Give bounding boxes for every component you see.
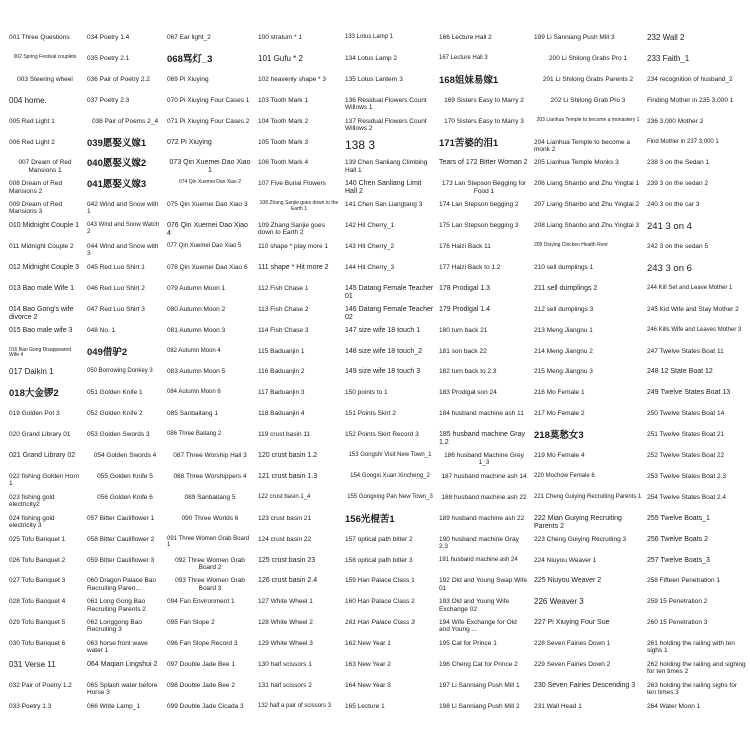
file-label[interactable]: 047 Red Luo Shirt 3 <box>87 305 145 313</box>
file-label[interactable]: 240 3 on the car 3 <box>647 201 700 209</box>
file-label[interactable]: 098 Double Jade Bee 2 <box>167 681 235 689</box>
file-label[interactable]: 161 Han Palace Class 3 <box>345 619 415 627</box>
file-label[interactable]: 136 Residual Flowers Count Willows 1 <box>345 96 427 111</box>
file-label[interactable]: 263 holding the railing sighs for ten times 3 <box>647 681 737 697</box>
file-label[interactable]: 215 Meng Jiangnu 3 <box>534 368 593 376</box>
file-label[interactable]: 165 Lecture 1 <box>345 702 385 710</box>
file-label[interactable]: 050 Borrowing Donkey 3 <box>87 368 153 375</box>
file-label[interactable]: 028 Tofu Banquet 4 <box>9 598 66 606</box>
file-label[interactable]: 154 Gongxi Xuan Xincheng_2 <box>350 472 430 479</box>
file-label[interactable]: 108 Zhang Sanjie goes down to the Earth 1 <box>259 200 339 212</box>
file-label[interactable]: 138 3 <box>345 137 376 152</box>
file-label[interactable]: 124 crust basin 22 <box>258 535 312 543</box>
file-label[interactable]: 117 Baduanjin 3 <box>258 389 305 397</box>
file-label[interactable]: 226 Weaver 3 <box>534 597 584 607</box>
file-label[interactable]: 015 Bao male wife 3 <box>9 326 73 334</box>
file-label[interactable]: 199 Li Sanniang Push Mill 3 <box>534 34 615 41</box>
file-label[interactable]: 185 husband machine Gray 1.2 <box>439 431 525 446</box>
file-label[interactable]: 249 Twelve States Boat 13 <box>647 389 731 397</box>
file-label[interactable]: 181 son back 22 <box>439 347 487 355</box>
file-label[interactable]: 065 Splash water before Horse 3 <box>87 681 158 697</box>
file-label[interactable]: 158 optical path bitter 3 <box>345 556 413 564</box>
file-label[interactable]: 134 Lotus Lamp 2 <box>345 54 398 62</box>
file-label[interactable]: 255 Twelve Boats_1 <box>647 514 710 522</box>
file-label[interactable]: 020 Grand Library 01 <box>9 431 71 439</box>
file-label[interactable]: 157 optical path bitter 2 <box>345 535 413 543</box>
file-column <box>258 0 340 750</box>
file-label[interactable]: 219 Mo Female 4 <box>534 452 585 459</box>
file-label[interactable]: 127 White Wheel 1 <box>258 598 313 606</box>
file-label[interactable]: 251 Twelve States Boat 21 <box>647 431 725 439</box>
file-label[interactable]: 067 Ear light_2 <box>167 34 211 41</box>
file-label[interactable]: 155 Gongxing Pan New Town_3 <box>347 493 433 500</box>
file-label[interactable]: 062 Longgong Bao Recruiting 3 <box>87 619 142 634</box>
file-label[interactable]: 033 Poetry 1.3 <box>9 702 52 710</box>
file-label[interactable]: 241 3 on 4 <box>647 221 692 233</box>
file-label[interactable]: 006 Red Light 2 <box>9 138 55 146</box>
file-label[interactable]: 144 Hit Cherry_3 <box>345 263 395 271</box>
file-label[interactable]: 018大金锣2 <box>9 388 59 400</box>
file-label[interactable]: 139 Chen Sanliang Climbing Hall 1 <box>345 159 428 174</box>
file-label[interactable]: 260 15 Penetration 3 <box>647 619 708 627</box>
file-label[interactable]: 252 Twelve States Boat 22 <box>647 452 725 459</box>
file-label[interactable]: 040愿娶义嫁2 <box>87 158 147 170</box>
file-label[interactable]: 212 sell dumplings 3 <box>534 305 594 313</box>
file-label[interactable]: 258 Fifteen Penetration 1 <box>647 577 720 585</box>
file-label[interactable]: 103 Tooth Mark 1 <box>258 96 309 104</box>
file-label[interactable]: 203 Lianhua Temple to become a monastery 1 <box>536 116 640 123</box>
file-label[interactable]: 160 Han Palace Class 2 <box>345 598 415 606</box>
file-label[interactable]: 188 husband machine ash 22 <box>441 493 527 501</box>
file-label[interactable]: 010 Midnight Couple 1 <box>9 222 80 230</box>
file-label[interactable]: 253 Twelve States Boat 2.3 <box>647 472 727 480</box>
file-label[interactable]: 080 Autumn Moon 2 <box>167 305 226 313</box>
file-label[interactable]: 222 Mian Guiying Recruiting Parents 2 <box>534 514 622 530</box>
file-label[interactable]: 211 sell dumplings 2 <box>534 284 598 292</box>
file-label[interactable]: 148 size wife 18 touch_2 <box>345 347 423 355</box>
file-label[interactable]: 145 Datang Female Teacher 01 <box>345 284 434 300</box>
file-label[interactable]: 013 Bao male Wife 1 <box>9 284 74 292</box>
file-label[interactable]: 196 Cheng Cat for Prince 2 <box>439 661 518 668</box>
file-label[interactable]: 183 Prodigal son 24 <box>439 389 497 397</box>
file-label[interactable]: 059 Bitter Cauliflower 3 <box>87 556 155 564</box>
file-label[interactable]: 163 New Year 2 <box>345 661 391 668</box>
file-label[interactable]: 022 fishing Golden Horn 1 <box>9 472 80 488</box>
file-label[interactable]: 087 Three Worship Hall 3 <box>173 452 247 459</box>
file-label[interactable]: 035 Poetry 2.1 <box>87 54 130 62</box>
file-label[interactable]: 105 Tooth Mark 3 <box>258 138 309 146</box>
file-label[interactable]: 008 Dream of Red Mansions 2 <box>9 180 63 195</box>
file-label[interactable]: 190 husband machine Gray 2.3 <box>439 535 519 550</box>
file-label[interactable]: 153 Gongshi Visit New Town_1 <box>348 452 432 458</box>
file-label[interactable]: 075 Qin Xuemei Dao Xiao 3 <box>167 201 248 209</box>
file-label[interactable]: 149 size wife 18 touch 3 <box>345 368 421 376</box>
file-label[interactable]: 029 Tofu Banquet 5 <box>9 619 66 627</box>
file-label[interactable]: 209 Diuying Chicken Health Rent <box>534 242 608 248</box>
file-label[interactable]: 095 Fan Slope 2 <box>167 619 215 627</box>
file-label[interactable]: 242 3 on the sedan 5 <box>647 243 709 250</box>
file-label[interactable]: 210 sell dumplings 1 <box>534 263 594 271</box>
file-label[interactable]: 072 Pi Xiuying <box>167 138 212 146</box>
file-label[interactable]: 239 3 on the sedan 2 <box>647 180 709 188</box>
file-column <box>647 0 747 750</box>
file-label[interactable]: Find Mother in 237 3,000 1 <box>647 138 719 145</box>
file-label[interactable]: 081 Autumn Moon 3 <box>167 326 226 334</box>
file-label[interactable]: 064 Maqian Lingshui 2 <box>87 661 158 668</box>
file-label[interactable]: 034 Poetry 1.4 <box>87 34 130 41</box>
file-label[interactable]: 119 crust basin 11 <box>258 431 311 439</box>
file-label[interactable]: 166 Lecture Hall 2 <box>439 34 492 41</box>
file-column <box>167 0 253 750</box>
file-label[interactable]: 207 Liang Shanbo and Zhu Yingtai 2 <box>534 201 640 209</box>
file-label[interactable]: 120 crust basin 1.2 <box>258 452 318 459</box>
file-label[interactable]: 048 No. 1 <box>87 326 116 334</box>
file-label[interactable]: 186 husband Machine Grey 1_3 <box>444 452 524 467</box>
file-label[interactable]: 176 Haizi Back 11 <box>439 243 491 250</box>
file-label[interactable]: 228 Seven Fairies Down 1 <box>534 640 611 648</box>
file-label[interactable]: 091 Three Women Grab Board 1 <box>167 535 250 549</box>
file-label[interactable]: 173 Lan Stepson Begging for Food 1 <box>441 180 527 195</box>
file-label[interactable]: 063 horse front wave water 1 <box>87 640 148 655</box>
file-label[interactable]: 102 heavenly shape * 3 <box>258 75 326 83</box>
file-label[interactable]: 221 Cheng Guiying Recruiting Parents 1 <box>534 493 642 500</box>
file-label[interactable]: 191 husband machine ash 24 <box>439 556 518 563</box>
file-label[interactable]: 179 Prodigal 1.4 <box>439 305 490 313</box>
file-label[interactable]: 031 Verse 11 <box>9 660 56 669</box>
file-label[interactable]: 216 Mo Female 1 <box>534 389 585 397</box>
file-label[interactable]: 223 Cheng Guiying Recruiting 3 <box>534 535 627 543</box>
file-label[interactable]: 141 Chen San Liangtang 3 <box>345 201 423 209</box>
file-label[interactable]: 128 White Wheel 2 <box>258 619 313 627</box>
file-label[interactable]: 096 Fan Slope Record 3 <box>167 640 238 648</box>
file-label[interactable]: 084 Autumn Moon 6 <box>167 389 221 396</box>
file-label[interactable]: 111 shape * Hit more 2 <box>258 263 329 271</box>
file-label[interactable]: 025 Tofu Banquet 1 <box>9 535 66 543</box>
file-label[interactable]: 164 New Year 3 <box>345 681 391 689</box>
file-label[interactable]: 174 Lan Stepson begging 2 <box>439 201 519 209</box>
file-label[interactable]: 036 Pair of Poetry 2.2 <box>87 75 150 83</box>
file-label[interactable]: 201 Li Shilong Grabs Parents 2 <box>542 75 634 83</box>
file-label[interactable]: 245 Kid Wife and Stay Mother 2 <box>647 305 739 313</box>
file-label[interactable]: 131 half scissors 2 <box>258 681 312 689</box>
file-label[interactable]: 054 Golden Swords 4 <box>93 452 157 459</box>
file-label[interactable]: 079 Autumn Moon 1 <box>167 284 226 292</box>
file-label[interactable]: 236 3,000 Mother 2 <box>647 117 704 125</box>
file-label[interactable]: 170 Sisters Easy to Marry 3 <box>444 117 524 125</box>
file-label[interactable]: 248 12 State Boat 12 <box>647 368 713 376</box>
file-label[interactable]: 206 Liang Shanbo and Zhu Yingtai 1 <box>534 180 640 188</box>
file-label[interactable]: 147 size wife 18 touch 1 <box>345 326 421 334</box>
file-label[interactable]: 125 crust basin 23 <box>258 556 316 564</box>
file-column <box>9 0 81 750</box>
file-label[interactable]: 009 Dream of Red Mansions 3 <box>9 201 63 216</box>
file-label[interactable]: 021 Grand Library 02 <box>9 452 76 459</box>
file-label[interactable]: 198 Li Sanniang Push Mill 2 <box>439 702 520 710</box>
file-label[interactable]: 231 Wall Head 1 <box>534 702 582 710</box>
file-label[interactable]: 232 Wall 2 <box>647 33 685 42</box>
file-label[interactable]: 205 Lianhua Temple Monks 3 <box>534 159 619 167</box>
file-label[interactable]: 184 husband machine ash 11 <box>439 410 524 418</box>
file-label[interactable]: 118 Baduanjin 4 <box>258 410 305 418</box>
file-label[interactable]: 133 Lotus Lamp 1 <box>345 34 394 40</box>
file-label[interactable]: 126 crust basin 2.4 <box>258 577 318 585</box>
file-label[interactable]: 097 Double Jade Bee 1 <box>167 661 235 668</box>
file-label[interactable]: 068骂灯_3 <box>167 53 213 65</box>
file-label[interactable]: 259 15 Penetration 2 <box>647 598 708 606</box>
file-label[interactable]: 115 Baduanjin 1 <box>258 347 305 355</box>
file-label[interactable]: 001 Three Questions <box>9 34 70 41</box>
file-label[interactable]: 058 Bitter Cauliflower 2 <box>87 535 155 543</box>
file-label[interactable]: 151 Points Skirt 2 <box>345 410 396 418</box>
file-label[interactable]: 220 Mochow Female 6 <box>534 472 595 479</box>
file-label[interactable]: 150 points to 1 <box>345 389 388 397</box>
file-label[interactable]: 007 Dream of Red Mansions 1 <box>18 159 72 174</box>
file-label[interactable]: 214 Meng Jiangnu 2 <box>534 347 593 355</box>
file-label[interactable]: 099 Double Jade Cicada 3 <box>167 702 244 710</box>
file-label[interactable]: Finding Mother in 235 3,000 1 <box>647 96 734 104</box>
file-label[interactable]: 005 Red Light 1 <box>9 117 55 125</box>
file-label[interactable]: 012 Midnight Couple 3 <box>9 263 80 271</box>
file-label[interactable]: 069 Pi Xiuying <box>167 75 209 83</box>
file-label[interactable]: 061 Long Gong Bao Recruiting Parents 2 <box>87 598 146 613</box>
file-label[interactable]: 143 Hit Cherry_2 <box>345 243 395 250</box>
file-label[interactable]: 169 Sisters Easy to Marry 2 <box>444 96 524 104</box>
file-column <box>345 0 435 750</box>
file-label[interactable]: 142 Hit Cherry_1 <box>345 222 395 230</box>
file-label[interactable]: 026 Tofu Banquet 2 <box>9 556 66 564</box>
file-label[interactable]: 195 Cat for Prince 1 <box>439 640 497 648</box>
file-label[interactable]: 152 Points Skirt Record 3 <box>345 431 419 439</box>
file-label[interactable]: 107 Five Burial Flowers <box>258 180 326 188</box>
file-label[interactable]: 261 holding the railing with ten sighs 1 <box>647 640 735 655</box>
file-label[interactable]: 052 Golden Knife 2 <box>87 410 143 418</box>
file-label[interactable]: 017 Daikin 1 <box>9 367 54 377</box>
file-label[interactable]: 178 Prodigal 1.3 <box>439 284 490 292</box>
file-label[interactable]: 085 Sanbaitang 1 <box>167 410 218 418</box>
file-label[interactable]: 094 Fan Environment 1 <box>167 598 235 606</box>
file-label[interactable]: 227 Pi Xiuying Four Sue <box>534 619 610 627</box>
file-label[interactable]: 254 Twelve States Boat 2.4 <box>647 493 727 501</box>
file-label[interactable]: Tears of 172 Bitter Woman 2 <box>439 159 528 167</box>
file-label[interactable]: 213 Meng Jiangnu 1 <box>534 326 593 334</box>
file-label[interactable]: 200 Li Shilong Grabs Pro 1 <box>548 54 628 62</box>
file-label[interactable]: 037 Poetry 2.3 <box>87 96 130 104</box>
file-label[interactable]: 112 Fish Chase 1 <box>258 284 309 292</box>
file-label[interactable]: 233 Faith_1 <box>647 53 690 63</box>
file-label[interactable]: 023 fishing gold electricity2 <box>9 493 55 509</box>
file-label[interactable]: 024 fishing gold electricity 3 <box>9 514 55 529</box>
file-label[interactable]: 046 Red Luo Shirt 2 <box>87 284 145 292</box>
file-label[interactable]: 086 Three Baitang 2 <box>167 431 222 438</box>
file-label[interactable]: 189 husband machine ash 22 <box>439 514 525 522</box>
file-label[interactable]: 078 Qin Xuemei Dao Xiao 6 <box>167 263 248 271</box>
file-label[interactable]: 162 New Year 1 <box>345 640 391 648</box>
file-label[interactable]: 074 Qin Xuemei Dao Xiao 2 <box>179 179 241 186</box>
file-label[interactable]: 082 Autumn Moon 4 <box>167 347 221 354</box>
file-label[interactable]: 019 Golden Pot 3 <box>9 410 60 418</box>
file-label[interactable]: 197 Li Sanniang Push Mill 1 <box>439 681 520 689</box>
file-label[interactable]: 093 Three Women Grab Board 3 <box>175 577 245 592</box>
file-label[interactable]: 202 Li Shilong Grab Pro 3 <box>550 96 626 104</box>
file-label[interactable]: 049借驴2 <box>87 346 128 358</box>
file-label[interactable]: 027 Tofu Banquet 3 <box>9 577 66 585</box>
file-label[interactable]: 247 Twelve States Boat 11 <box>647 347 724 355</box>
file-column <box>439 0 529 750</box>
file-label[interactable]: 003 Steering wheel <box>17 75 73 83</box>
file-label[interactable]: 109 Zhang Sanjie goes down to Earth 2 <box>258 222 325 237</box>
file-label[interactable]: 135 Lotus Lantern 3 <box>345 75 403 83</box>
file-label[interactable]: 073 Qin Xuemei Dao Xiao 1 <box>169 159 251 175</box>
file-label[interactable]: 044 Wind and Snow with 3 <box>87 243 159 258</box>
file-label[interactable]: 180 turn back 21 <box>439 326 488 334</box>
file-label[interactable]: 129 White Wheel 3 <box>258 640 313 648</box>
file-label[interactable]: 262 holding the railing and sighing for ten times 2 <box>647 661 746 676</box>
file-label[interactable]: 070 Pi Xiuying Four Cases 1 <box>167 96 250 104</box>
file-label[interactable]: 092 Three Women Grab Board 2 <box>175 556 245 571</box>
file-label[interactable]: 121 crust basin 1.3 <box>258 472 318 480</box>
file-label[interactable]: 014 Bao Gong's wife divorce 2 <box>9 305 74 321</box>
file-label[interactable]: 238 3 on the Sedan 1 <box>647 159 710 167</box>
file-label[interactable]: 041愿娶义嫁3 <box>87 179 147 191</box>
file-label[interactable]: 055 Golden Knife 5 <box>97 472 153 480</box>
file-label[interactable]: 264 Water Moon 1 <box>647 702 701 710</box>
file-label[interactable]: 056 Golden Knife 6 <box>97 493 153 501</box>
file-label[interactable]: 039愿娶义嫁1 <box>87 137 147 149</box>
file-label[interactable]: 225 Niuyou Weaver 2 <box>534 577 602 585</box>
file-label[interactable]: 208 Liang Shanbo and Zhu Yingtai 3 <box>534 222 640 230</box>
file-label[interactable]: 130 half scissors 1 <box>258 661 312 668</box>
file-column <box>87 0 163 750</box>
file-label[interactable]: 088 Three Worshippers 4 <box>173 472 247 480</box>
file-label[interactable]: 051 Golden Knife 1 <box>87 389 143 397</box>
file-label[interactable]: 122 crust basin 1_4 <box>258 493 311 500</box>
file-label[interactable]: 083 Autumn Moon 5 <box>167 368 226 376</box>
file-label[interactable]: 114 Fish Chase 3 <box>258 326 309 334</box>
file-label[interactable]: 042 Wind and Snow with 1 <box>87 201 159 216</box>
file-label[interactable]: 159 Han Palace Class 1 <box>345 577 415 585</box>
file-label[interactable]: 218莫愁女3 <box>534 430 584 442</box>
file-label[interactable]: 076 Qin Xuemei Dao Xiao 4 <box>167 222 248 237</box>
file-label[interactable]: 113 Fish Chase 2 <box>258 305 309 313</box>
file-label[interactable]: 167 Lecture Hall 3 <box>439 54 488 61</box>
file-label[interactable]: 004 home. <box>9 95 47 105</box>
file-label[interactable]: 140 Chen Sanliang Limit Hall 2 <box>345 180 422 196</box>
file-label[interactable]: 250 Twelve States Boat 14 <box>647 410 725 418</box>
file-label[interactable]: 234 recognition of husband_2 <box>647 75 733 83</box>
file-label[interactable]: 045 Red Luo Shirt 1 <box>87 263 145 271</box>
file-label[interactable]: 182 turn back to 2.3 <box>439 368 497 376</box>
file-label[interactable]: 256 Twelve Boats 2 <box>647 535 708 543</box>
file-label[interactable]: 230 Seven Fairies Descending 3 <box>534 681 636 689</box>
file-label[interactable]: 016 Bao Gong Disappeared Wife 4 <box>9 346 71 359</box>
file-label[interactable]: 060 Dragon Palace Bao Recruiting Paren... <box>87 577 157 592</box>
file-label[interactable]: 090 Three Worlds 6 <box>181 514 239 522</box>
file-label[interactable]: 106 Tooth Mark 4 <box>258 159 309 167</box>
file-label[interactable]: 187 husband machine ash 14 <box>441 472 527 480</box>
file-label[interactable]: 011 Midnight Couple 2 <box>9 243 74 250</box>
file-label[interactable]: 104 Tooth Mark 2 <box>258 117 309 125</box>
file-label[interactable]: 243 3 on 6 <box>647 262 692 274</box>
file-label[interactable]: 194 Wife Exchange for Old and Young ... <box>439 619 517 634</box>
file-label[interactable]: 171苦婆的泪1 <box>439 137 499 149</box>
file-label[interactable]: 168姐妹易嫁1 <box>439 74 499 86</box>
file-label[interactable]: 224 Niuyou Weaver 1 <box>534 556 597 564</box>
file-label[interactable]: 089 Sanbaitang 5 <box>184 493 236 501</box>
file-label[interactable]: 204 Lianhua Temple to become a monk 2 <box>534 138 631 153</box>
file-label[interactable]: 030 Tofu Banquet 6 <box>9 640 66 648</box>
file-label[interactable]: 192 Old and Young Swap Wife 01 <box>439 577 528 592</box>
file-column <box>534 0 642 750</box>
file-label[interactable]: 053 Golden Swords 3 <box>87 431 150 439</box>
file-label[interactable]: 043 Wind and Snow Watch 2 <box>87 222 160 235</box>
file-label[interactable]: 057 Bitter Cauliflower 1 <box>87 514 155 522</box>
file-label[interactable]: 177 Haizi Back to 1.2 <box>439 263 501 271</box>
file-label[interactable]: 066 Write Lamp_1 <box>87 702 140 710</box>
file-label[interactable]: 110 shape * play more 1 <box>258 243 328 250</box>
file-label[interactable]: 193 Old and Young Wife Exchange 02 <box>439 598 510 613</box>
file-label[interactable]: 132 half a pair of scissors 3 <box>258 702 332 709</box>
file-label[interactable]: 146 Datang Female Teacher 02 <box>345 305 434 321</box>
file-label[interactable]: 071 Pi Xiuying Four Cases 2 <box>167 117 250 125</box>
file-label[interactable]: 123 crust basin 21 <box>258 514 312 522</box>
file-label[interactable]: 156光棍苦1 <box>345 513 395 525</box>
file-label[interactable]: 077 Qin Xuemei Dao Xiao 5 <box>167 243 242 249</box>
file-label[interactable]: 100 stratum * 1 <box>258 34 303 41</box>
file-label[interactable]: 175 Lan Stepson begging 3 <box>439 222 519 230</box>
file-label[interactable]: 246 Kills Wife and Leaves Mother 3 <box>647 326 742 333</box>
file-label[interactable]: 229 Seven Fairies Down 2 <box>534 661 611 668</box>
file-label[interactable]: 002 Spring Festival couplets <box>13 53 77 60</box>
file-label[interactable]: 217 Mo Female 2 <box>534 410 585 418</box>
file-label[interactable]: 244 Kill Set and Leave Mother 1 <box>647 284 733 291</box>
file-label[interactable]: 038 Pair of Poems 2_4 <box>91 117 159 125</box>
file-label[interactable]: 101 Gufu * 2 <box>258 53 303 63</box>
file-label[interactable]: 137 Residual Flowers Count Willows 2 <box>345 117 427 132</box>
file-label[interactable]: 257 Twelve Boats_3 <box>647 556 710 564</box>
file-label[interactable]: 116 Baduanjin 2 <box>258 368 305 376</box>
file-label[interactable]: 032 Pair of Poetry 1.2 <box>9 681 72 689</box>
